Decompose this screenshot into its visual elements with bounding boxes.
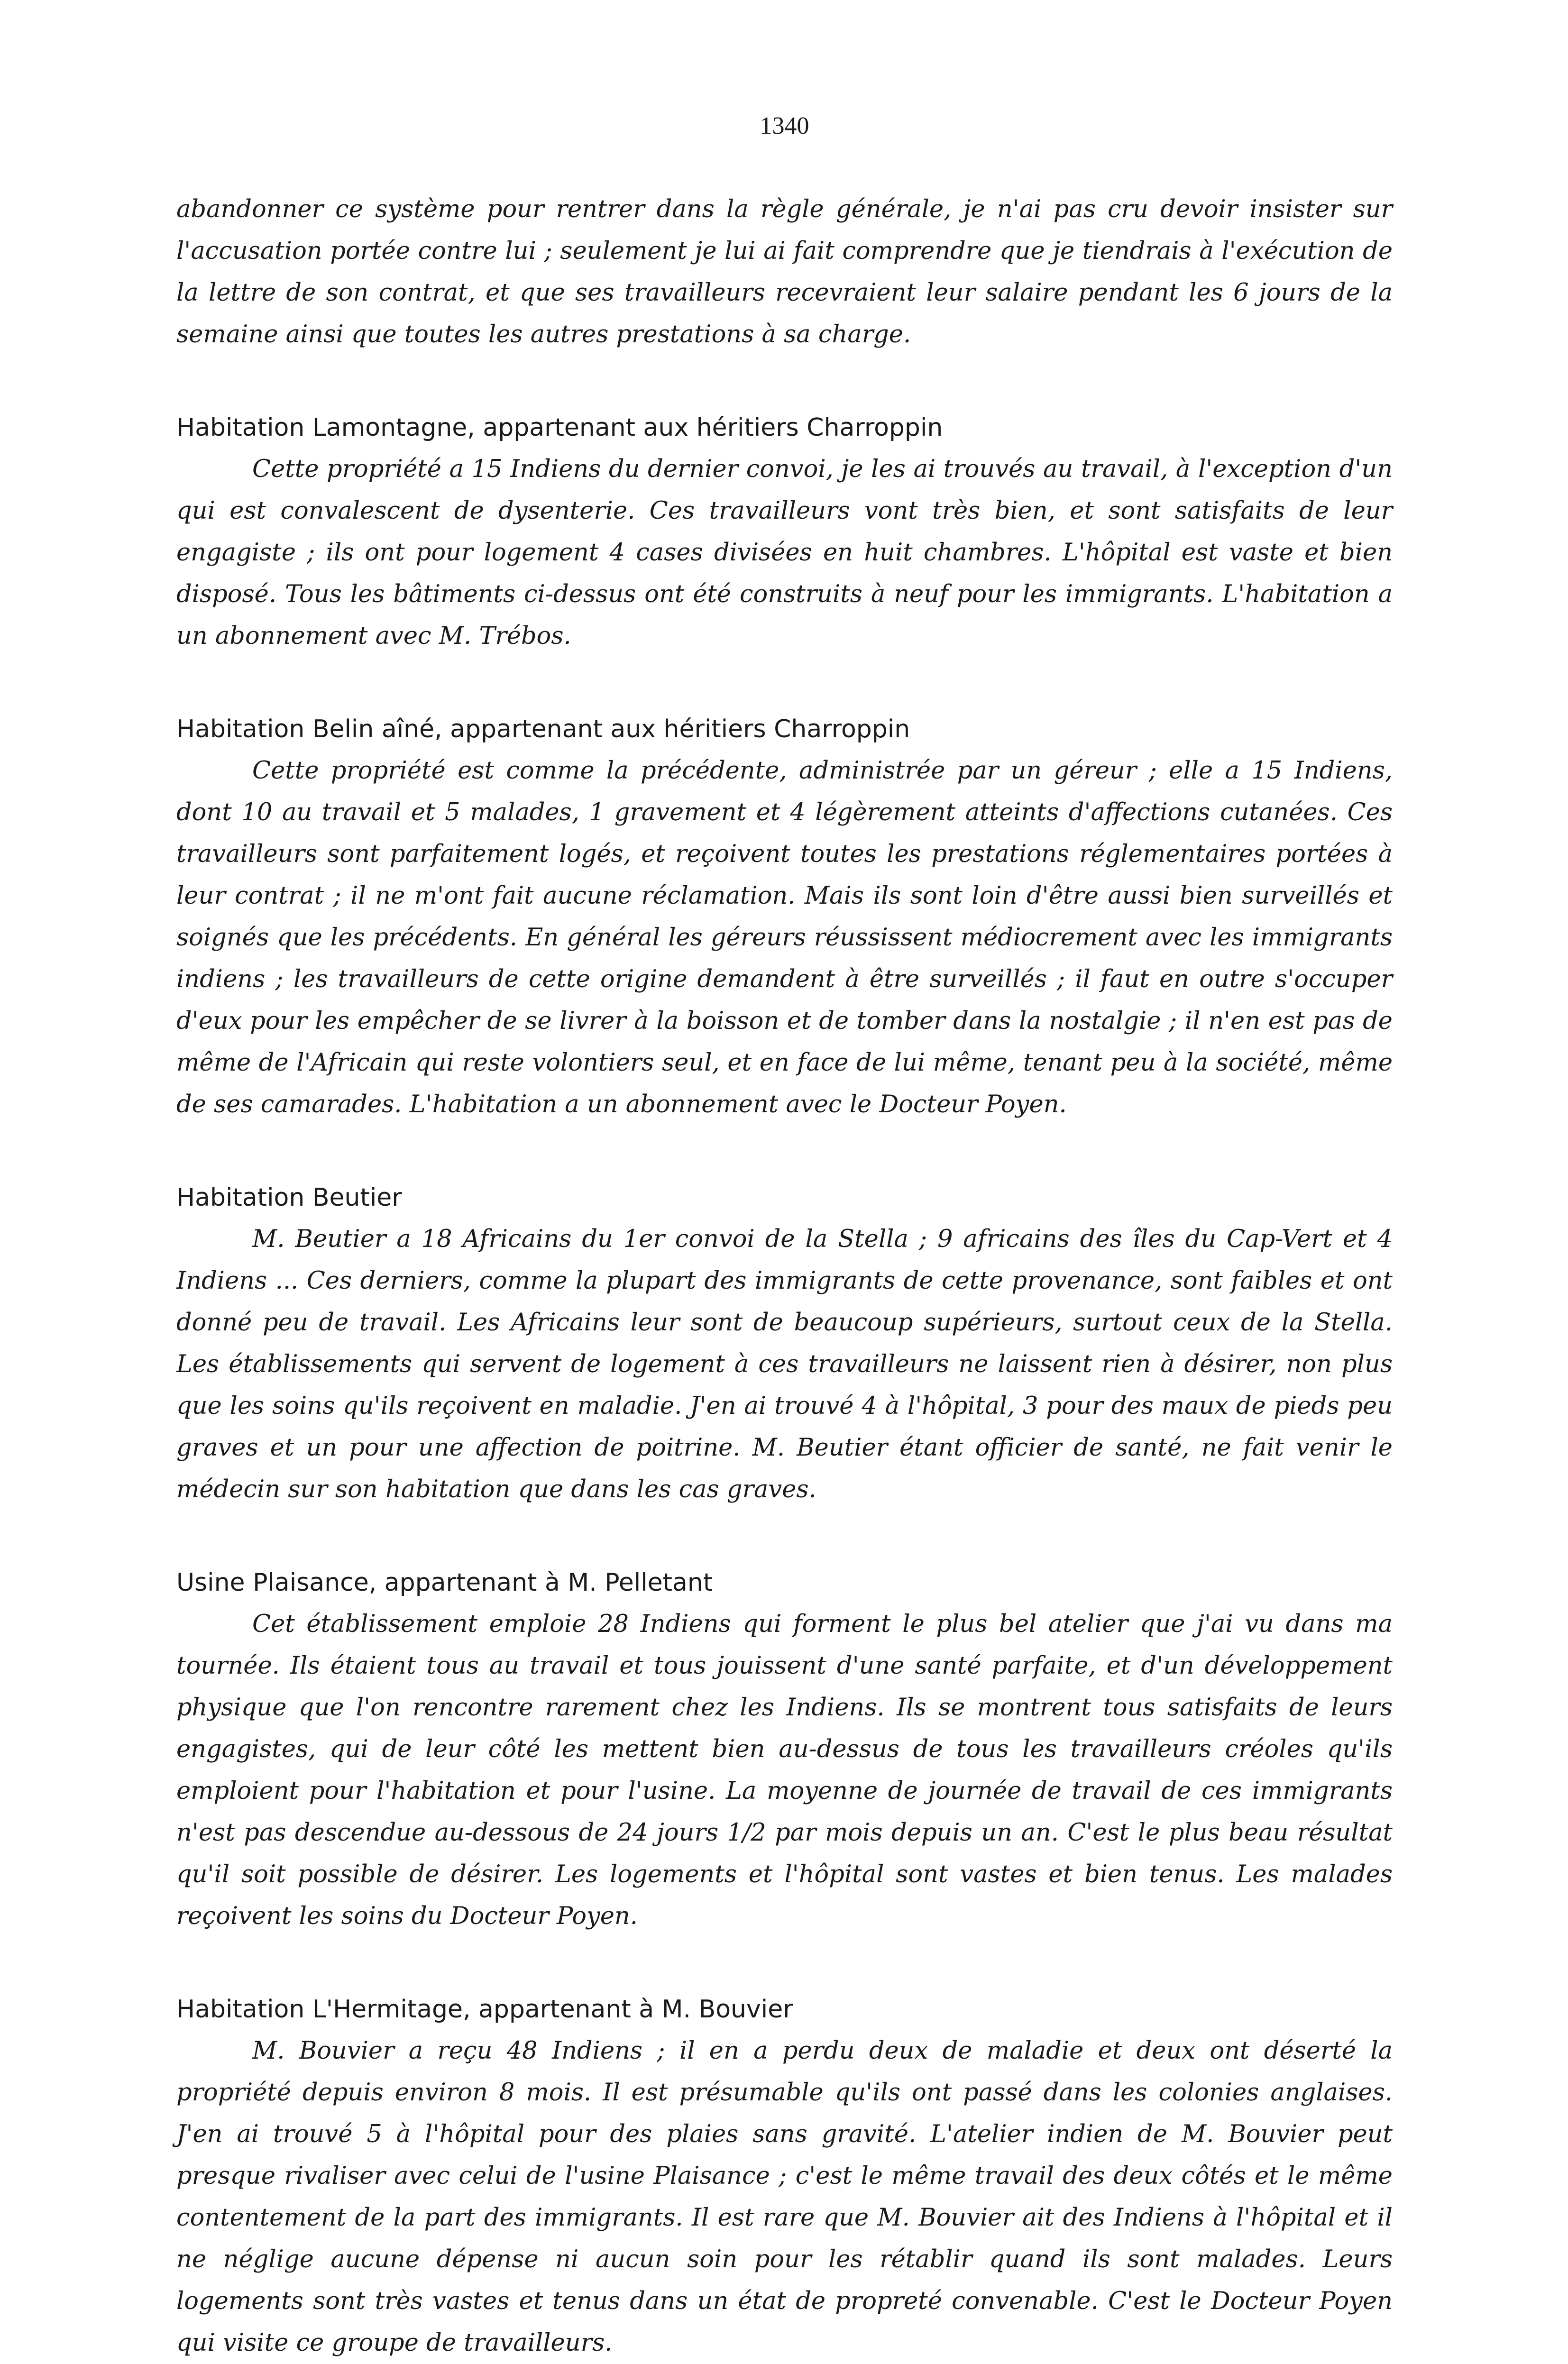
- section-beutier: [176, 1177, 1393, 1511]
- section-body: Cet établissement emploie 28 Indiens qui forment le plus bel atelier que j'ai vu dans ma tournée. Ils étaient tous au travail et tous jouissent d'une santé parfaite, et d'un développement physique que l'on rencontre rarement chez les Indiens. Ils se montrent tous satisfaits de leurs engagistes, qui de leur côté les mettent bien au-dessus de tous les travailleurs créoles qu'ils emploient pour l'habitation et pour l'usine. La moyenne de journée de travail de ces immigrants n'est pas descendue au-dessous de 24 jours 1/2 par mois depuis un an. C'est le plus beau résultat qu'il soit possible de désirer. Les logements et l'hôpital sont vastes et bien tenus. Les malades reçoivent les soins du Docteur Poyen.: [176, 1610, 1393, 1930]
- section-belin: [176, 708, 1393, 1126]
- section-body: M. Bouvier a reçu 48 Indiens ; il en a perdu deux de maladie et deux ont déserté la propriété depuis environ 8 mois. Il est présumable qu'ils ont passé dans les colonies anglaises. J'en ai trouvé 5 à l'hôpital pour des plaies sans gravité. L'atelier indien de M. Bouvier peut presque rivaliser avec celui de l'usine Plaisance ; c'est le même travail des deux côtés et le même contentement de la part des immigrants. Il est rare que M. Bouvier ait des Indiens à l'hôpital et il ne néglige aucune dépense ni aucun soin pour les rétablir quand ils sont malades. Leurs logements sont très vastes et tenus dans un état de propreté convenable. C'est le Docteur Poyen qui visite ce groupe de travailleurs.: [176, 2037, 1393, 2357]
- section-body: Cette propriété a 15 Indiens du dernier convoi, je les ai trouvés au travail, à l'exception d'un qui est convalescent de dysenterie. Ces travailleurs vont très bien, et sont satisfaits de leur engagiste ; ils ont pour logement 4 cases divisées en huit chambres. L'hôpital est vaste et bien disposé. Tous les bâtiments ci-dessus ont été construits à neuf pour les immigrants. L'habitation a un abonnement avec M. Trébos.: [176, 455, 1393, 650]
- section-lamontagne: [176, 407, 1393, 657]
- section-heading: Habitation Beutier: [176, 1183, 402, 1212]
- section-body: M. Beutier a 18 Africains du 1er convoi de la Stella ; 9 africains des îles du Cap-Vert et 4 Indiens ... Ces derniers, comme la plupart des immigrants de cette provenance, sont faibles et ont donné peu de travail. Les Africains leur sont de beaucoup supérieurs, surtout ceux de la Stella. Les établissements qui servent de logement à ces travailleurs ne laissent rien à désirer, non plus que les soins qu'ils reçoivent en maladie. J'en ai trouvé 4 à l'hôpital, 3 pour des maux de pieds peu graves et un pour une affection de poitrine. M. Beutier étant officier de santé, ne fait venir le médecin sur son habitation que dans les cas graves.: [176, 1225, 1393, 1503]
- intro-paragraph: abandonner ce système pour rentrer dans la règle générale, je n'ai pas cru devoir insister sur l'accusation portée contre lui ; seulement je lui ai fait comprendre que je tiendrais à l'exécution de la lettre de son contrat, et que ses travailleurs recevraient leur salaire pendant les 6 jours de la semaine ainsi que toutes les autres prestations à sa charge.: [176, 195, 1393, 348]
- document-page: [176, 0, 1393, 2357]
- section-body: Cette propriété est comme la précédente, administrée par un géreur ; elle a 15 Indiens, dont 10 au travail et 5 malades, 1 gravement et 4 légèrement atteints d'affections cutanées. Ces travailleurs sont parfaitement logés, et reçoivent toutes les prestations réglementaires portées à leur contrat ; il ne m'ont fait aucune réclamation. Mais ils sont loin d'être aussi bien surveillés et soignés que les précédents. En général les géreurs réussissent médiocrement avec les immigrants indiens ; les travailleurs de cette origine demandent à être surveillés ; il faut en outre s'occuper d'eux pour les empêcher de se livrer à la boisson et de tomber dans la nostalgie ; il n'en est pas de même de l'Africain qui reste volontiers seul, et en face de lui même, tenant peu à la société, même de ses camarades. L'habitation a un abonnement avec le Docteur Poyen.: [176, 757, 1393, 1118]
- section-hermitage: [176, 1988, 1393, 2364]
- section-heading: Usine Plaisance, appartenant à M. Pelletant: [176, 1568, 713, 1597]
- section-heading: Habitation Belin aîné, appartenant aux héritiers Charroppin: [176, 715, 910, 743]
- section-heading: Habitation Lamontagne, appartenant aux héritiers Charroppin: [176, 413, 943, 442]
- page-number: 1340: [760, 112, 809, 139]
- document-body: [176, 189, 1393, 2364]
- section-plaisance: [176, 1562, 1393, 1937]
- section-heading: Habitation L'Hermitage, appartenant à M. Bouvier: [176, 1995, 793, 2024]
